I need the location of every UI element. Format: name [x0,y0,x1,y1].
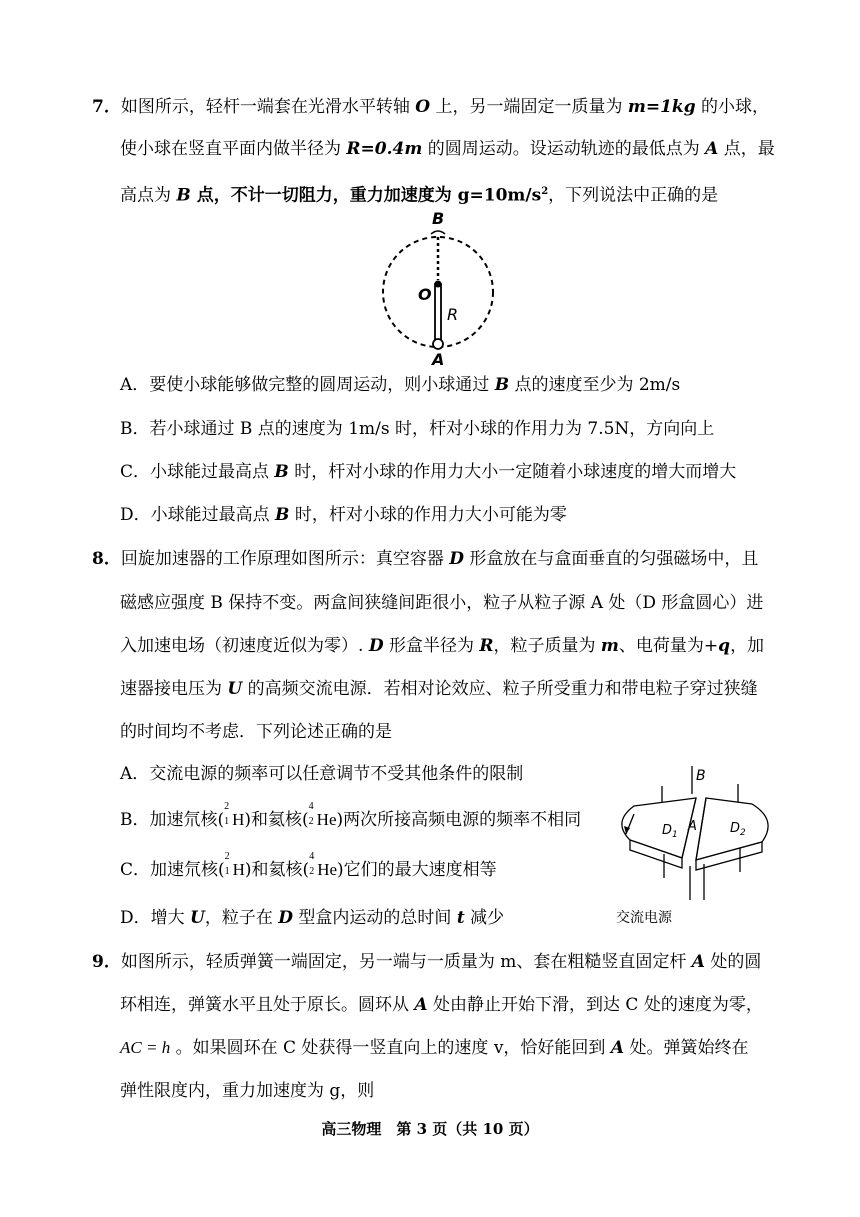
page-footer: 高三物理 第 3 页（共 10 页） [321,1120,539,1138]
option-text: 减少 [464,908,505,928]
q7-text: 上，另一端固定一质量为 [430,97,628,117]
cyclotron-figure [612,760,782,935]
q8-option-c [120,851,497,882]
q7-line-3 [120,180,718,208]
q9-text: 环相连，弹簧水平且处于原长。圆环从 [120,995,415,1015]
q7-radius: R=0.4m [346,139,423,159]
option-text: )和氦核( [244,810,309,830]
q9-text: 弹性限度内，重力加速度为 g，则 [120,1081,375,1101]
option-var: U [190,908,205,928]
q8-line-4 [120,677,758,701]
q9-var: A [610,1038,625,1058]
q9-equation: AC = h [120,1038,171,1057]
label-D2-letter: D [730,821,741,836]
option-text: B．若小球通过 B 点的速度为 1m/s 时，杆对小球的作用力为 7.5N，方向向上 [120,419,715,439]
label-B: B [432,209,445,228]
isotope-helium [308,801,337,832]
option-text: A．交流电源的频率可以任意调节不受其他条件的限制 [120,764,524,784]
option-text: ，粒子在 [204,908,279,928]
ball [433,339,443,349]
q8-text: 形盒放在与盒面垂直的匀强磁场中，且 [464,549,759,569]
option-var: t [456,908,465,928]
option-var: B [275,505,290,525]
q7-var-B: B [176,185,191,206]
q7-option-c [120,460,736,484]
pivot-O [435,281,442,288]
q7-var-A: A [705,139,719,159]
isotope-mass: 4 [309,851,315,862]
rod [435,284,441,342]
q7-option-b [120,417,714,441]
q9-line-3 [120,1036,748,1060]
option-text: D．增大 [120,908,191,928]
q7-var-O: O [415,97,431,117]
q7-text: 高点为 [120,185,177,206]
isotope-symbol: H [232,860,245,879]
q9-number: 9． [92,952,121,972]
q8-var: m [600,636,619,656]
q7-text: 的小球， [695,97,770,117]
q8-line-1 [92,547,758,571]
option-var: D [278,908,294,928]
label-O: O [418,285,432,304]
q7-text: ，下列说法中正确的是 [548,185,719,206]
q8-var: D [368,636,384,656]
option-text: )和氦核( [244,860,310,880]
isotope-deuterium [224,801,245,832]
q7-text: 如图所示，轻杆一端套在光滑水平转轴 [120,97,416,117]
option-var: B [494,375,510,395]
q8-option-a [120,762,523,786]
q7-circle-figure [374,208,504,368]
q8-option-d [120,906,504,930]
option-text: B．加速氘核( [120,810,225,830]
q9-line-1 [92,950,761,974]
isotope-helium [309,851,338,882]
isotope-symbol: He [316,810,337,829]
isotope-symbol: He [317,860,338,879]
q8-var: q [718,636,731,656]
label-B: B [696,768,706,784]
q9-line-2 [120,993,763,1017]
q7-line-1 [92,95,769,119]
q9-var: A [691,952,705,972]
q8-text: 入加速电场（初速度近似为零）. [120,636,369,656]
q8-line-5 [120,720,392,744]
q7-text: 的圆周运动。设运动轨迹的最低点为 [422,139,706,159]
label-D1-letter: D [662,823,673,838]
isotope-mass: 2 [224,801,230,812]
q8-text: ，加 [730,636,765,656]
option-text: 型盒内运动的总时间 [293,908,457,928]
option-text: D．小球能过最高点 [120,505,276,525]
q8-text: 、电荷量为+ [618,636,719,656]
q8-text: ，粒子质量为 [493,636,601,656]
label-A: A [688,819,697,834]
option-text: 时，杆对小球的作用力大小可能为零 [289,505,567,525]
q8-text: 的时间均不考虑．下列论述正确的是 [120,722,392,742]
q8-text: 磁感应强度 B 保持不变。两盒间狭缝间距很小，粒子从粒子源 A 处（D 形盒圆心）进 [120,593,764,613]
option-text: )它们的最大速度相等 [337,860,497,880]
isotope-mass: 4 [308,801,314,812]
isotope-symbol: H [232,810,245,829]
q8-line-3 [120,634,764,658]
q7-exponent: 2 [541,186,549,197]
option-text: C．小球能过最高点 [120,462,275,482]
q8-var: U [227,679,243,699]
isotope-atomic: 1 [224,866,230,877]
q8-number: 8． [92,549,121,569]
isotope-deuterium [224,851,245,882]
q9-text: 处。弹簧始终在 [624,1038,749,1058]
q8-text: 形盒半径为 [383,636,480,656]
q9-line-4 [120,1079,374,1103]
option-text: A．要使小球能够做完整的圆周运动，则小球通过 [120,375,495,395]
label-A: A [432,350,445,368]
label-D1-sub: 1 [672,830,678,840]
q8-text: 回旋加速器的工作原理如图所示：真空容器 [120,549,450,569]
isotope-mass: 2 [224,851,230,862]
option-var: B [274,462,289,482]
q9-var: A [414,995,428,1015]
q7-text: 使小球在竖直平面内做半径为 [120,139,347,159]
q8-text: 的高频交流电源．若相对论效应、粒子所受重力和带电粒子穿过狭缝 [242,679,758,699]
q7-line-2 [120,137,775,161]
q7-gravity: 点，不计一切阻力，重力加速度为 g=10m/s [190,185,542,206]
option-text: C．加速氘核( [120,860,225,880]
option-text: )两次所接高频电源的频率不相同 [336,810,582,830]
q7-number: 7． [92,97,121,117]
q9-text: 处由静止开始下滑，到达 C 处的速度为零， [427,995,763,1015]
q7-text: 点，最 [718,139,775,159]
q9-text: 。如果圆环在 C 处获得一竖直向上的速度 v，恰好能回到 [170,1038,611,1058]
q8-var-D: D [449,549,464,569]
option-text: 时，杆对小球的作用力大小一定随着小球速度的增大而增大 [288,462,737,482]
isotope-atomic: 2 [309,866,315,877]
top-mark [431,231,445,234]
q8-var: R [479,636,494,656]
q9-text: 处的圆 [704,952,762,972]
q8-line-2 [120,591,763,615]
q8-text: 速器接电压为 [120,679,228,699]
isotope-atomic: 1 [224,816,230,827]
option-text: 点的速度至少为 2m/s [509,375,681,395]
q7-mass: m=1kg [627,97,696,117]
q8-option-b [120,801,582,832]
q7-option-d [120,503,567,527]
ac-source-label: 交流电源 [616,910,672,926]
isotope-atomic: 2 [308,816,314,827]
label-R: R [447,305,459,324]
q7-option-a [120,373,680,397]
label-D2-sub: 2 [740,828,746,838]
q9-text: 如图所示，轻质弹簧一端固定，另一端与一质量为 m、套在粗糙竖直固定杆 [120,952,692,972]
